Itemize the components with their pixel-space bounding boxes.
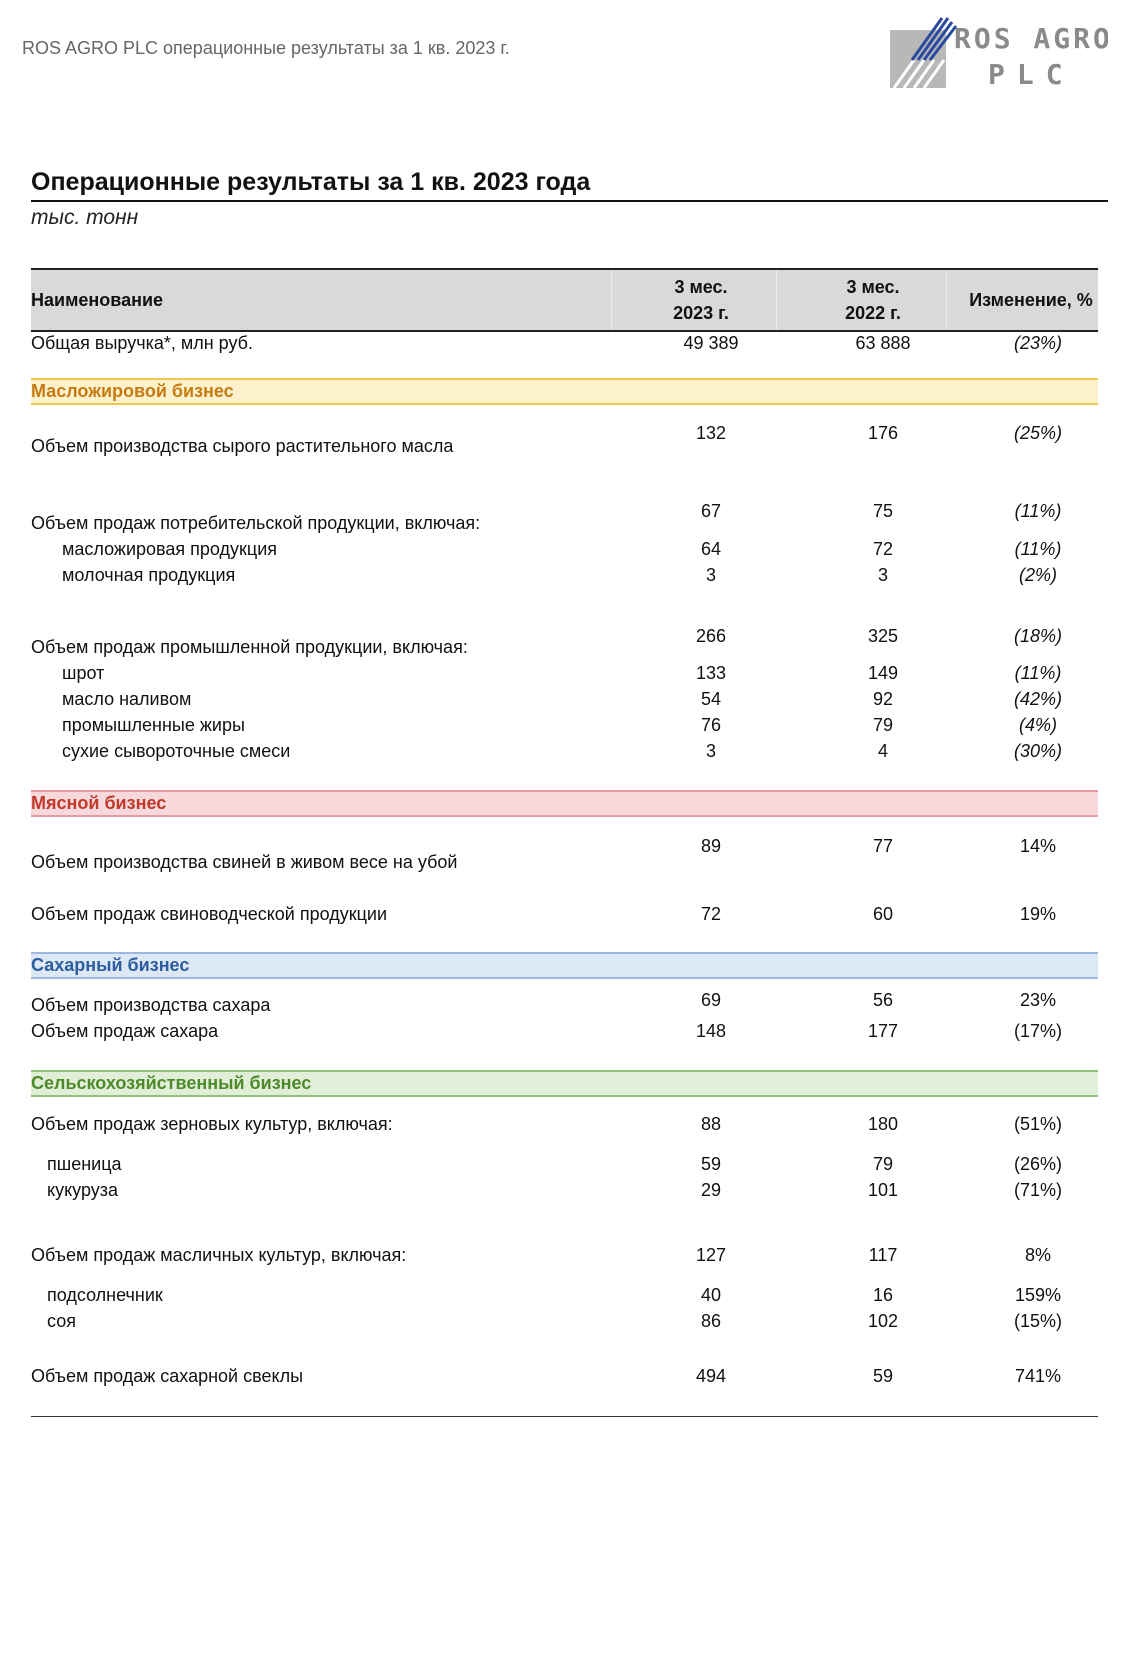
table-row: Общая выручка*, млн руб. 49 389 63 888 (23%) bbox=[31, 333, 1062, 353]
table-row: сухие сывороточные смеси 3 4 (30%) bbox=[62, 741, 1062, 761]
running-header: ROS AGRO PLC операционные результаты за 1 кв. 2023 г. bbox=[22, 38, 510, 58]
table-row: Объем продаж масличных культур, включая: 127 117 8% bbox=[31, 1245, 1051, 1265]
section-sugar: Сахарный бизнес bbox=[31, 952, 1098, 979]
ros-agro-logo-icon bbox=[888, 14, 1108, 92]
table-row-label: Объем производства свиней в живом весе на убой bbox=[31, 852, 458, 872]
ros-agro-logo bbox=[888, 14, 1108, 92]
table-row: подсолнечник 40 16 159% bbox=[47, 1285, 1062, 1305]
header-name: Наименование bbox=[31, 290, 164, 310]
table-row: Объем продаж сахара 148 177 (17%) bbox=[31, 1021, 1062, 1041]
table-row-label: Объем продаж промышленной продукции, включая: bbox=[31, 637, 468, 657]
section-oil: Масложировой бизнес bbox=[31, 378, 1098, 405]
header-col-2022: 3 мес. 2022 г. bbox=[845, 277, 901, 323]
page-title: Операционные результаты за 1 кв. 2023 года bbox=[31, 168, 591, 196]
table-row: 266 325 (18%) bbox=[695, 626, 1062, 646]
table-row: молочная продукция 3 3 (2%) bbox=[62, 565, 1057, 585]
table-row: кукуруза 29 101 (71%) bbox=[47, 1180, 1062, 1200]
table-row: 89 77 14% bbox=[700, 836, 1057, 856]
table-row: 132 176 (25%) bbox=[695, 423, 1062, 443]
table-row-label: Объем продаж потребительской продукции, включая: bbox=[31, 513, 481, 533]
table-row: Объем продаж сахарной свеклы 494 59 741% bbox=[31, 1366, 1062, 1386]
section-meat: Мясной бизнес bbox=[31, 790, 1098, 817]
title-rule bbox=[31, 200, 1108, 202]
header-col-2023: 3 мес. 2023 г. bbox=[673, 277, 729, 323]
table-row-label: Объем производства сырого растительного масла bbox=[31, 436, 454, 456]
units-subtitle: тыс. тонн bbox=[31, 206, 139, 229]
table-row: пшеница 59 79 (26%) bbox=[47, 1154, 1062, 1174]
table-header bbox=[31, 268, 1098, 332]
table-row: 69 56 23% bbox=[700, 990, 1057, 1010]
table-row: масло наливом 54 92 (42%) bbox=[62, 689, 1062, 709]
section-agro: Сельскохозяйственный бизнес bbox=[31, 1070, 1098, 1097]
table-row: Объем продаж зерновых культур, включая: 88 180 (51%) bbox=[31, 1114, 1062, 1134]
table-row: 67 75 (11%) bbox=[700, 501, 1062, 521]
table-row: соя 86 102 (15%) bbox=[47, 1311, 1062, 1331]
table-row-label: Объем производства сахара bbox=[31, 995, 271, 1015]
header-col-change: Изменение, % bbox=[969, 290, 1093, 310]
table-row: промышленные жиры 76 79 (4%) bbox=[62, 715, 1057, 735]
svg-text:ROS AGRO: ROS AGRO bbox=[954, 22, 1108, 55]
table-bottom-rule bbox=[31, 1416, 1098, 1417]
svg-text:PLC: PLC bbox=[988, 58, 1075, 91]
table-row: Объем продаж свиноводческой продукции 72 60 19% bbox=[31, 904, 1057, 924]
table-row: масложировая продукция 64 72 (11%) bbox=[62, 539, 1062, 559]
table-row: шрот 133 149 (11%) bbox=[62, 663, 1062, 683]
